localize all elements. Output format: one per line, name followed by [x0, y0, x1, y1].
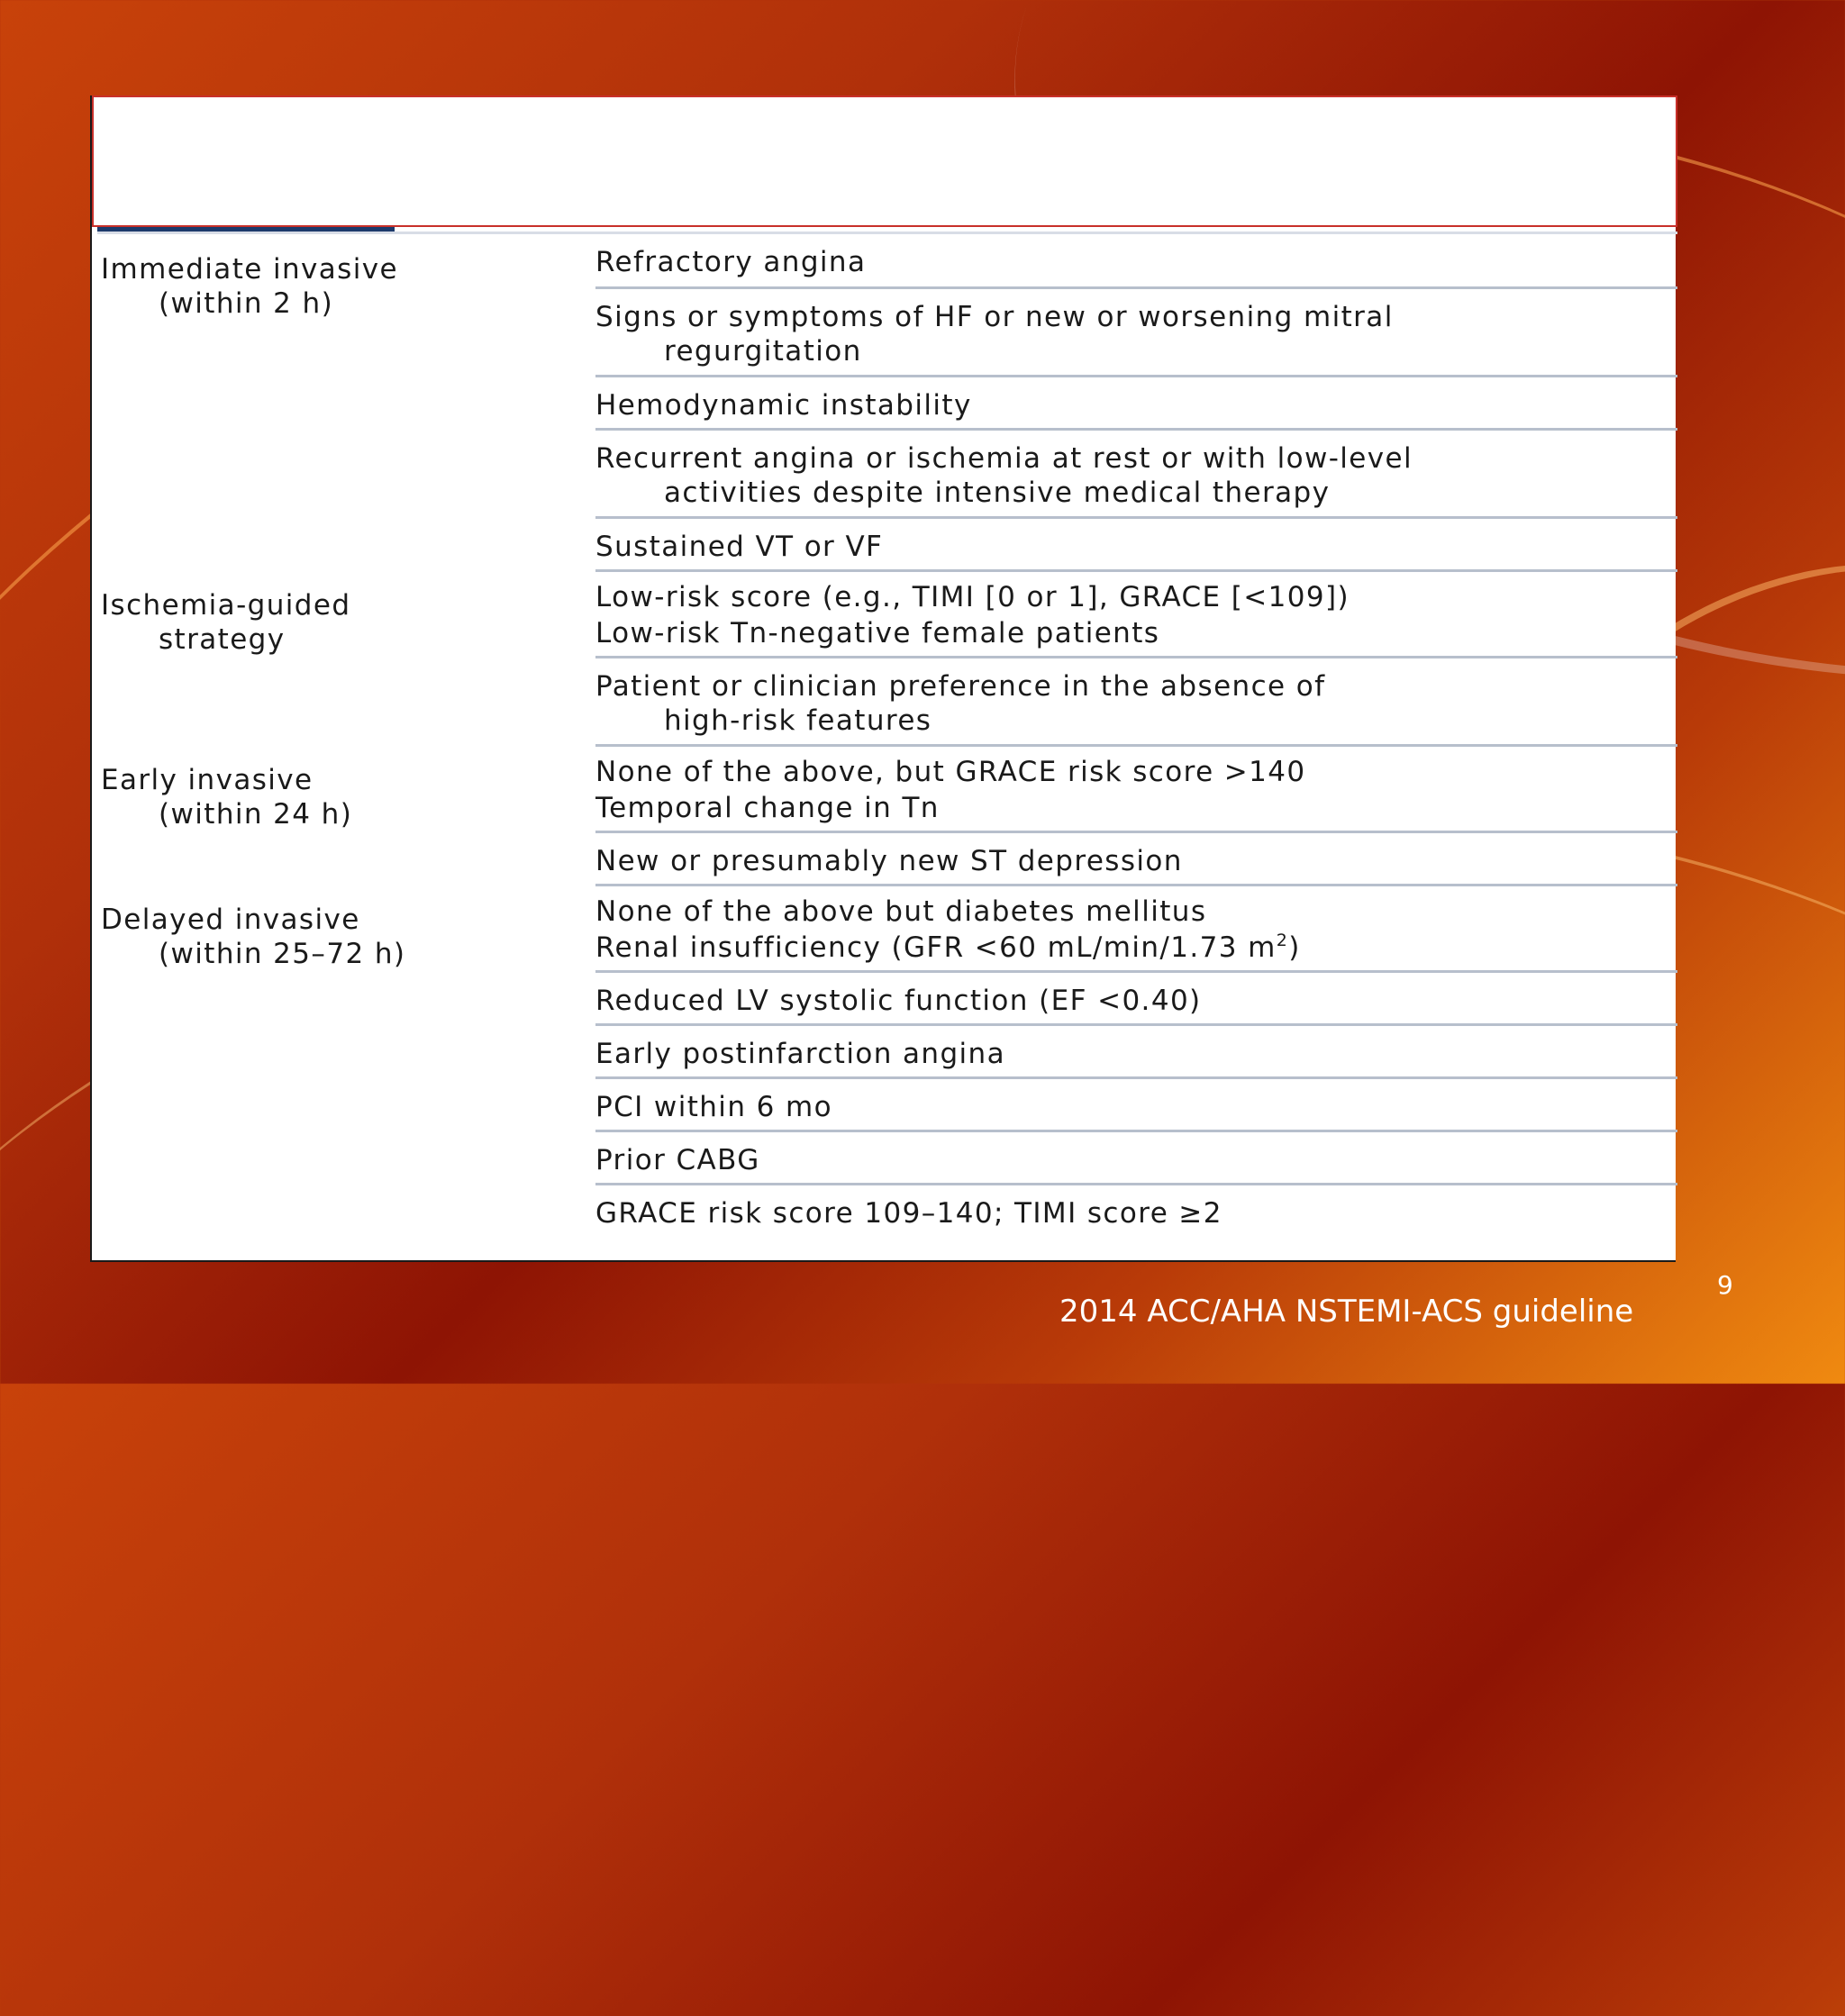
indication-cell: Hemodynamic instability	[595, 376, 1677, 429]
strategy-cell: Ischemia-guided strategy	[101, 589, 351, 656]
indication-cell: PCI within 6 mo	[595, 1077, 1677, 1131]
indication-cell: Sustained VT or VF	[595, 517, 1677, 570]
renal-insufficiency-line: Renal insufficiency (GFR <60 mL/min/1.73 $m^2$)	[595, 930, 1301, 964]
indication-cell: Early postinfarction angina	[595, 1024, 1677, 1077]
strategy-cell: Delayed invasive (within 25–72 h)	[101, 904, 406, 970]
indication-cell: New or presumably new ST depression	[595, 831, 1677, 885]
table-header-box	[92, 95, 1677, 227]
indication-cell: Signs or symptoms of HF or new or worsening mitral regurgitation	[595, 287, 1677, 376]
table-row	[97, 745, 1677, 831]
strategy-cell: Immediate invasive (within 2 h)	[101, 253, 398, 320]
strategy-cell: Early invasive (within 24 h)	[101, 764, 353, 831]
source-caption: 2014 ACC/AHA NSTEMI-ACS guideline	[1059, 1294, 1634, 1330]
table-row	[97, 234, 1677, 287]
table-row	[97, 570, 1677, 657]
indication-cell: GRACE risk score 109–140; TIMI score ≥2	[595, 1196, 1222, 1230]
indication-cell: Recurrent angina or ischemia at rest or with low-level activities despite intensive medical therapy	[595, 429, 1677, 517]
indication-cell: Refractory angina	[595, 234, 1677, 287]
indication-cell: Prior CABG	[595, 1131, 1677, 1184]
slide-number: 9	[1717, 1270, 1733, 1300]
indication-cell: None of the above, but GRACE risk score >140 Temporal change in Tn	[595, 745, 1677, 831]
table-panel	[90, 95, 1676, 1262]
indication-cell: Patient or clinician preference in the absence of high-risk features	[595, 657, 1677, 745]
invasive-strategy-table	[97, 234, 1677, 1237]
table-row	[97, 885, 1677, 971]
indication-cell: Low-risk score (e.g., TIMI [0 or 1], GRACE [<109]) Low-risk Tn-negative female patients	[595, 570, 1677, 657]
indication-cell: None of the above but diabetes mellitus Renal insufficiency (GFR <60 mL/min/1.73 $m^2$)	[595, 885, 1677, 971]
indication-cell: Reduced LV systolic function (EF <0.40)	[595, 971, 1677, 1024]
